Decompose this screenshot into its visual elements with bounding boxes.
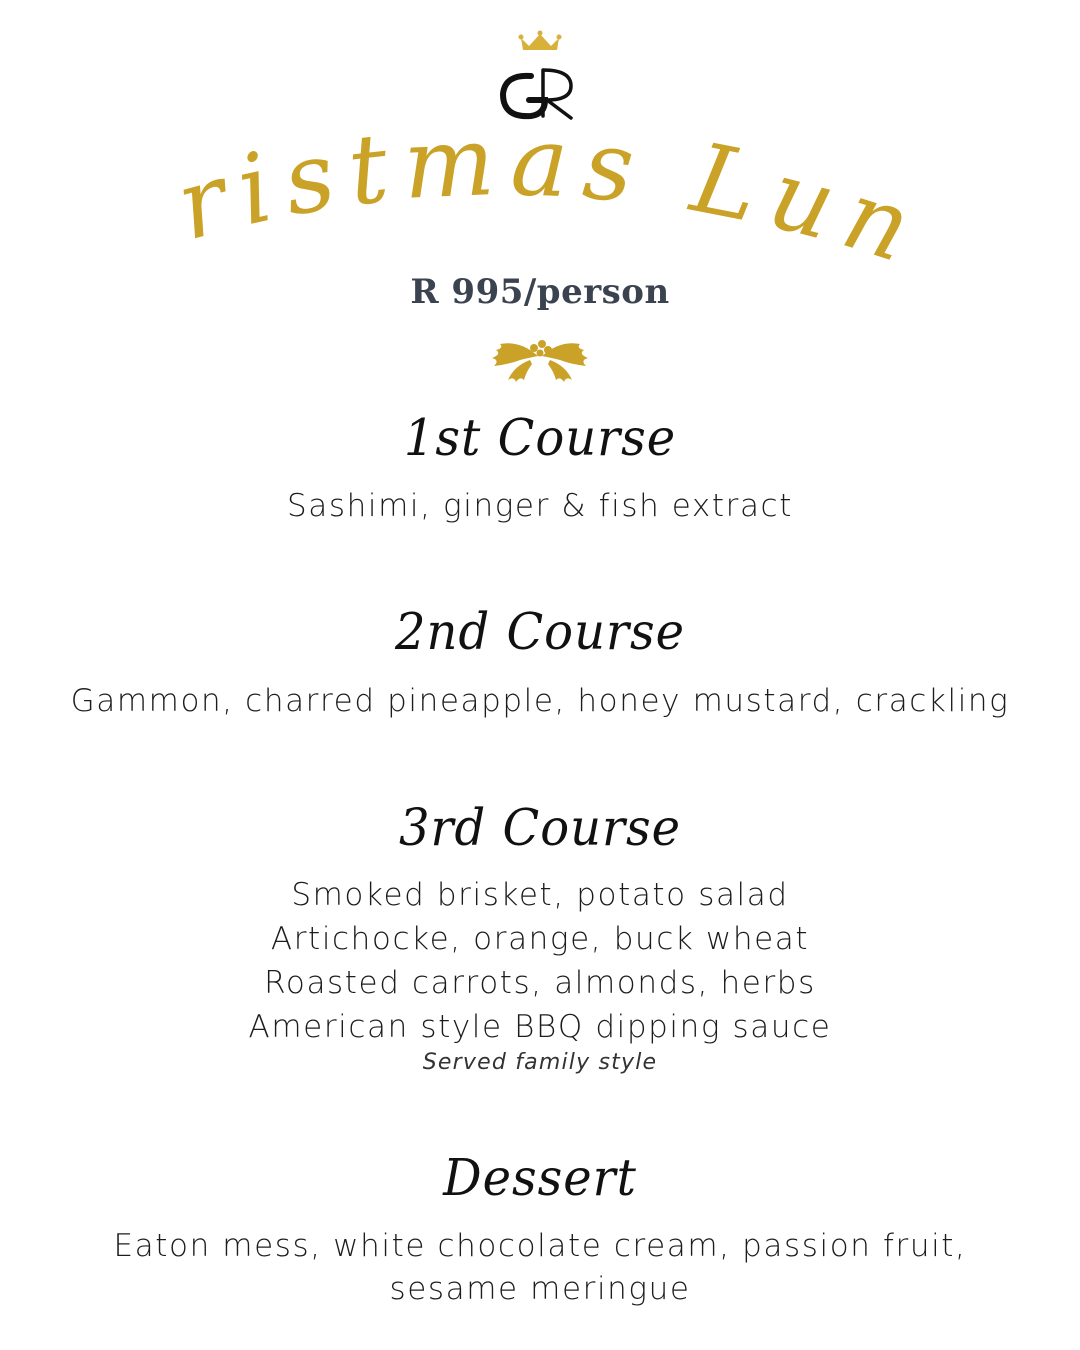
course-heading-dessert: Dessert [443,1148,637,1208]
course-3-item-4: American style BBQ dipping sauce [248,1009,832,1045]
logo [0,30,1080,122]
svg-text:Christmas Lunch [150,130,930,288]
title-text: ristmas Lun [165,130,930,289]
course-3-item-2: Artichocke, orange, buck wheat [270,921,810,957]
course-3-note: Served family style [422,1050,658,1075]
course-3-item-3: Roasted carrots, almonds, herbs [264,965,816,1001]
dessert-item-1: Eaton mess, white chocolate cream, passion fruit, [113,1228,967,1264]
course-3-item-1: Smoked brisket, potato salad [291,877,789,913]
holly-icon [470,334,610,382]
course-heading-3: 3rd Course [399,798,681,858]
course-2-item: Gammon, charred pineapple, honey mustard, crackling [70,683,1010,719]
holly-ornament [0,334,1080,382]
price-label: R 995/person [410,272,670,312]
dessert-item-2: sesame meringue [389,1271,691,1307]
course-heading-1: 1st Course [403,408,677,468]
course-heading-2: 2nd Course [395,602,685,662]
course-1-item: Sashimi, ginger & fish extract [287,488,793,524]
crown-monogram-icon [485,30,595,122]
